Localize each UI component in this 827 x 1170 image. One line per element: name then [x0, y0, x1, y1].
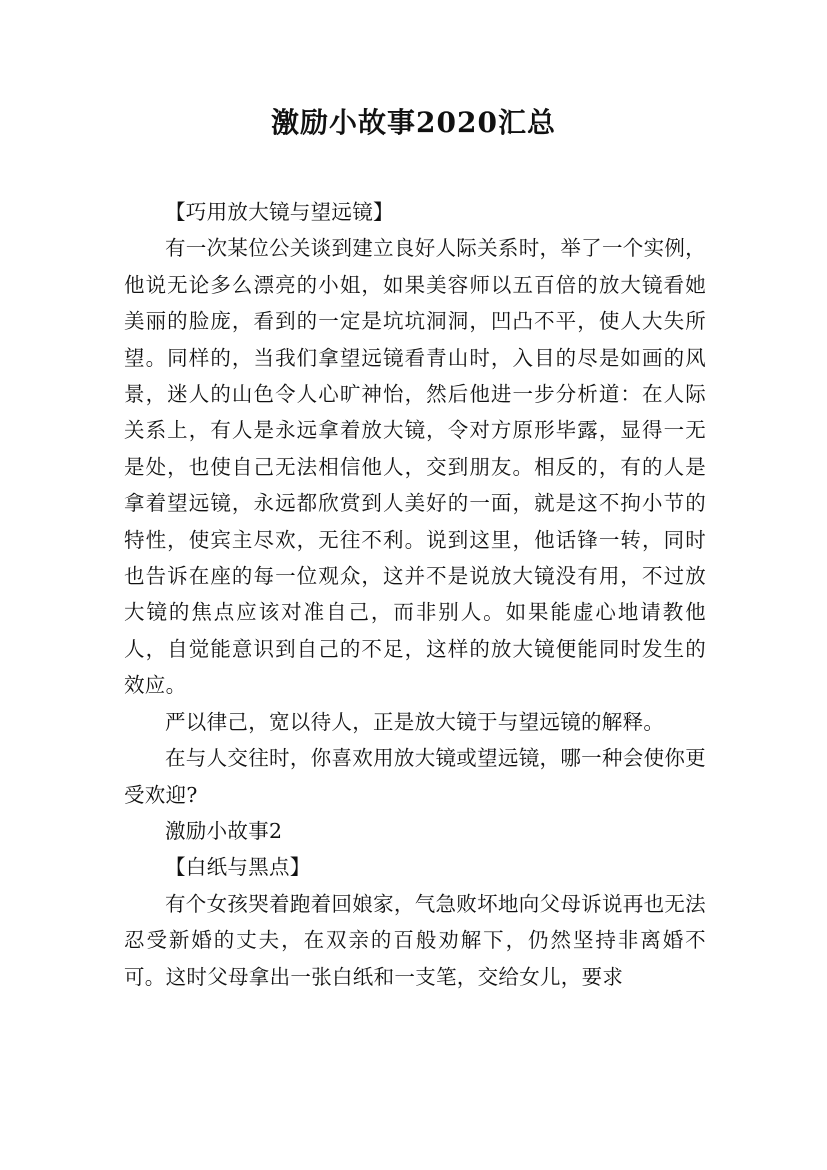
paragraph: 在与人交往时，你喜欢用放大镜或望远镜，哪一种会使你更受欢迎?	[124, 746, 706, 807]
document-body	[124, 194, 706, 995]
story-label: 激励小故事2	[165, 818, 283, 843]
section-heading: 【巧用放大镜与望远镜】	[165, 200, 394, 224]
paragraph: 有一次某位公关谈到建立良好人际关系时，举了一个实例，他说无论多么漂亮的小姐，如果美容师以五百倍的放大镜看她美丽的脸庞，看到的一定是坑坑洞洞，凹凸不平，使人大失所望。同样的，当我们拿望远镜看青山时，入目的尽是如画的风景，迷人的山色令人心旷神怡，然后他进一步分析道：在人际关系上，有人是永远拿着放大镜，令对方原形毕露，显得一无是处，也使自己无法相信他人，交到朋友。相反的，有的人是拿着望远镜，永远都欣赏到人美好的一面，就是这不拘小节的特性，使宾主尽欢，无往不利。说到这里，他话锋一转，同时也告诉在座的每一位观众，这并不是说放大镜没有用，不过放大镜的焦点应该对准自己，而非别人。如果能虚心地请教他人，自觉能意识到自己的不足，这样的放大镜便能同时发生的效应。	[124, 236, 706, 698]
document-title: 激励小故事2020汇总	[271, 106, 556, 139]
paragraph: 严以律己，宽以待人，正是放大镜于与望远镜的解释。	[165, 709, 665, 734]
paragraph: 有个女孩哭着跑着回娘家，气急败坏地向父母诉说再也无法忍受新婚的丈夫，在双亲的百般劝解下，仍然坚持非离婚不可。这时父母拿出一张白纸和一支笔，交给女儿，要求	[124, 891, 706, 989]
section-heading: 【白纸与黑点】	[165, 855, 311, 880]
